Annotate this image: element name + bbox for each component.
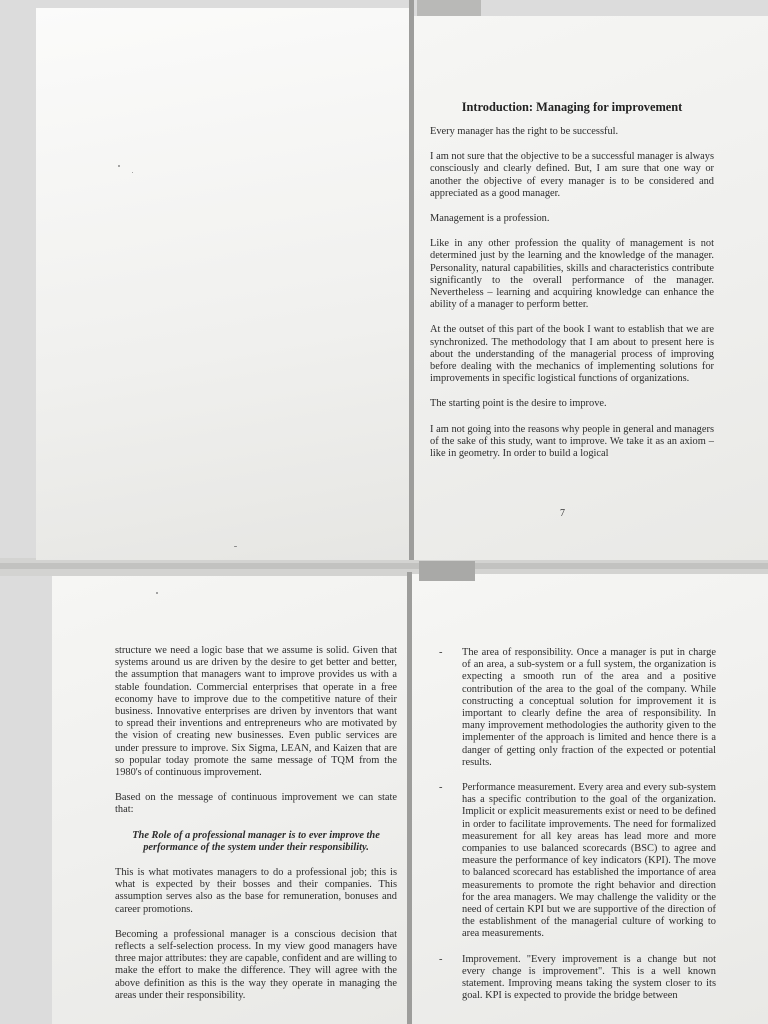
bullet-marker: - bbox=[439, 782, 443, 794]
paragraph: I am not sure that the objective to be a successful manager is always consciously and clearly defined. But, I am sure that one way or another the objective of every manager is to be considered and appreciated as a good manager. bbox=[430, 151, 714, 199]
right-page-bottom bbox=[412, 574, 768, 1024]
paragraph: Based on the message of continuous improvement we can state that: bbox=[115, 792, 397, 816]
page-number: 7 bbox=[560, 508, 565, 519]
list-item bbox=[434, 782, 716, 941]
role-statement: The Role of a professional manager is to ever improve the performance of the system under their responsibility. bbox=[132, 829, 380, 853]
bullet-marker: - bbox=[439, 647, 443, 658]
list-item bbox=[434, 954, 716, 1003]
paragraph: The starting point is the desire to improve. bbox=[430, 398, 607, 410]
page-body bbox=[115, 645, 397, 1015]
list-item bbox=[434, 647, 716, 769]
paragraph: Management is a profession. bbox=[430, 213, 550, 225]
paragraph: Becoming a professional manager is a conscious decision that reflects a self-selection process. In my view good managers have three major attributes: they are capable, confident and are willing to make the effort to make the difference. They will agree with the above definition as this is the way they operate in managing the areas under their responsibility. bbox=[115, 928, 397, 1001]
scanner-clip bbox=[419, 561, 475, 581]
scan-speck bbox=[156, 592, 158, 594]
book-spine bbox=[409, 0, 414, 560]
chapter-title: Introduction: Managing for improvement bbox=[461, 100, 683, 114]
blank-left-page bbox=[36, 8, 410, 560]
bullet-text: The area of responsibility. Once a manager is put in charge of an area, a sub-system or a full system, the organization is expecting a smooth run of the area and a positive contribution of the area to the goal of the company. While constructing a conceptual solution for improvement it is important to clearly define the area of responsibility. In many improvement methodologies the authority given to the implementer of the approach is limited and hence there is a danger of getting only fraction of the expected or potential results. bbox=[462, 647, 716, 768]
paragraph: structure we need a logic base that we assume is solid. Given that systems around us are driven by the desire to get better and better, the assumption that managers want to improve provides us with a stable foundation. Commercial enterprises that operate in a free economy have to improve due to the competitive nature of their business. Innovative enterprises are driven by inventors that want to spread their inventions and entrepreneurs who are motivated by the vision of creating new businesses. Even public services are under pressure to improve. Six Sigma, LEAN, and Kaizen that are so popular today promote the same message of TQM from the 1980's of continuous improvement. bbox=[115, 645, 397, 779]
page-gap-shadow bbox=[0, 563, 768, 569]
bullet-marker: - bbox=[439, 953, 443, 965]
page-body bbox=[430, 126, 714, 473]
bullet-text: Improvement. "Every improvement is a change but not every change is improvement". This is a well known statement. Improving means taking the system closer to its goal. KPI is expected to provide the bridge between bbox=[462, 953, 716, 1002]
scan-speck bbox=[234, 546, 237, 547]
paragraph: Like in any other profession the quality of management is not determined just by the learning and the knowledge of the manager. Personality, natural capabilities, skills and characteristics contribute significantly to the overall performance of the manager. Nevertheless – learning and acquiring knowledge can enhance the ability of a manager to perform better. bbox=[430, 238, 714, 311]
book-spine bbox=[407, 572, 412, 1024]
scanner-clip bbox=[417, 0, 481, 16]
paragraph: I am not going into the reasons why people in general and managers of the sake of this study, want to improve. We take it as an axiom – like in geometry. In order to build a logical bbox=[430, 423, 714, 460]
left-page-bottom bbox=[52, 576, 408, 1024]
paragraph: This is what motivates managers to do a professional job; this is what is expected by their bosses and their companies. This assumption serves also as the base for remuneration, bonuses and career promotions. bbox=[115, 867, 397, 915]
paragraph: Every manager has the right to be successful. bbox=[430, 126, 619, 137]
paragraph: At the outset of this part of the book I want to establish that we are synchronized. The methodology that I am about to present here is about the understanding of the managerial process of improving before dealing with the mechanics of implementing solutions for improvements in specific logistical functions of organizations. bbox=[430, 324, 714, 385]
scan-speck bbox=[132, 172, 133, 173]
bullet-text: Performance measurement. Every area and every sub-system has a specific contribution to the goal of the organization. Implicit or explicit measurements exist or need to be defined in order to facilitate improvements. The need for formalized measurement for all key areas has lead more and more companies to use balanced scorecards (BSC) to agree and measure the performance of key indicators (KPI). The move to balanced scorecard has established the importance of area measurements to promote the right behavior and direction for the area managers. We may challenge the validity or the need of certain KPI but we are supportive of the direction of the establishment of the managerial culture of working to area measurements. bbox=[462, 782, 716, 940]
right-page-top bbox=[414, 16, 768, 560]
scan-speck bbox=[118, 165, 120, 167]
bullet-list bbox=[434, 647, 716, 1015]
